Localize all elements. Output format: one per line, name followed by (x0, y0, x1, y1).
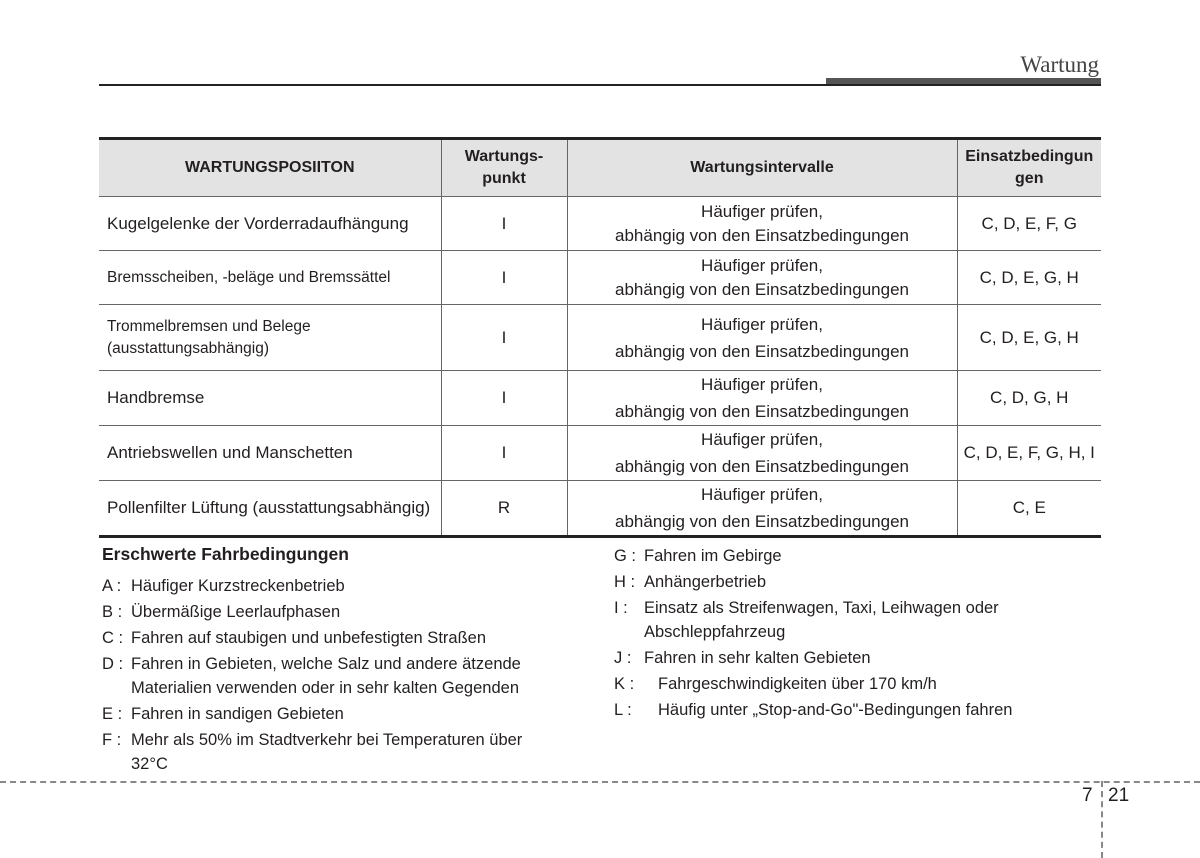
list-item (614, 570, 1084, 594)
table-row (99, 371, 1101, 426)
condition-key: K : (614, 675, 635, 693)
chapter-number: 7 (1082, 785, 1093, 806)
conditions-heading: Erschwerte Fahrbedingungen (102, 544, 349, 564)
cell-position: Kugelgelenke der Vorderradaufhängung (99, 197, 441, 251)
col-header-point: Wartungs- punkt (441, 139, 567, 197)
header-rule (99, 84, 1101, 86)
condition-key: I : (614, 599, 628, 617)
table-row (99, 251, 1101, 305)
condition-text: Fahren in Gebieten, welche Salz und andere ätzende Materialien verwenden oder in sehr kalten Gegenden (131, 655, 521, 697)
cell-interval: Häufiger prüfen, abhängig von den Einsatzbedingungen (567, 251, 957, 305)
condition-text: Fahren in sandigen Gebieten (131, 705, 344, 723)
condition-text: Fahren in sehr kalten Gebieten (644, 649, 871, 667)
list-item (102, 728, 572, 776)
footer-page-divider (1101, 781, 1103, 858)
cell-interval: Häufiger prüfen, abhängig von den Einsatzbedingungen (567, 197, 957, 251)
cell-conditions: C, E (957, 481, 1101, 537)
cell-point: I (441, 251, 567, 305)
list-item (614, 544, 1084, 568)
table-row (99, 426, 1101, 481)
condition-text: Fahren auf staubigen und unbefestigten Straßen (131, 629, 486, 647)
list-item (102, 600, 572, 624)
condition-text: Einsatz als Streifenwagen, Taxi, Leihwagen oder Abschleppfahrzeug (644, 599, 999, 641)
conditions-list-right (614, 544, 1084, 724)
cell-position: Handbremse (99, 371, 441, 426)
cell-point: I (441, 426, 567, 481)
cell-interval: Häufiger prüfen, abhängig von den Einsatzbedingungen (567, 426, 957, 481)
condition-key: H : (614, 573, 636, 591)
col-header-interval: Wartungsintervalle (567, 139, 957, 197)
cell-point: I (441, 371, 567, 426)
condition-text: Fahrgeschwindigkeiten über 170 km/h (658, 675, 937, 693)
condition-key: E : (102, 705, 123, 723)
maintenance-table (99, 137, 1101, 538)
list-item (102, 626, 572, 650)
condition-key: G : (614, 547, 637, 565)
condition-key: F : (102, 731, 122, 749)
condition-key: L : (614, 701, 632, 719)
cell-position: Trommelbremsen und Belege (ausstattungsabhängig) (99, 305, 441, 371)
col-header-position: WARTUNGSPOSIITON (99, 139, 441, 197)
cell-conditions: C, D, G, H (957, 371, 1101, 426)
table-header-row (99, 139, 1101, 197)
cell-point: I (441, 197, 567, 251)
condition-text: Mehr als 50% im Stadtverkehr bei Temperaturen über 32°C (131, 731, 523, 773)
condition-text: Häufig unter „Stop-and-Go"-Bedingungen fahren (658, 701, 1013, 719)
conditions-list-left (102, 574, 572, 778)
condition-key: C : (102, 629, 124, 647)
condition-text: Anhängerbetrieb (644, 573, 767, 591)
cell-position: Bremsscheiben, -beläge und Bremssättel (99, 251, 441, 305)
condition-key: D : (102, 655, 124, 673)
cell-point: R (441, 481, 567, 537)
condition-text: Häufiger Kurzstreckenbetrieb (131, 577, 345, 595)
condition-text: Fahren im Gebirge (644, 547, 782, 565)
list-item (614, 672, 1084, 696)
cell-position: Pollenfilter Lüftung (ausstattungsabhängig) (99, 481, 441, 537)
condition-key: J : (614, 649, 632, 667)
cell-position: Antriebswellen und Manschetten (99, 426, 441, 481)
cell-conditions: C, D, E, G, H (957, 305, 1101, 371)
cell-point: I (441, 305, 567, 371)
list-item (614, 646, 1084, 670)
list-item (102, 652, 572, 700)
cell-conditions: C, D, E, F, G (957, 197, 1101, 251)
list-item (614, 596, 1084, 644)
page-number: 21 (1108, 785, 1130, 806)
condition-key: A : (102, 577, 122, 595)
col-header-conditions: Einsatzbedingun gen (957, 139, 1101, 197)
list-item (102, 574, 572, 598)
table-row (99, 481, 1101, 537)
footer-dashed-rule (0, 781, 1200, 783)
list-item (102, 702, 572, 726)
list-item (614, 698, 1084, 722)
cell-conditions: C, D, E, G, H (957, 251, 1101, 305)
condition-text: Übermäßige Leerlaufphasen (131, 603, 341, 621)
cell-interval: Häufiger prüfen, abhängig von den Einsatzbedingungen (567, 371, 957, 426)
cell-conditions: C, D, E, F, G, H, I (957, 426, 1101, 481)
table-row (99, 305, 1101, 371)
condition-key: B : (102, 603, 123, 621)
cell-interval: Häufiger prüfen, abhängig von den Einsatzbedingungen (567, 305, 957, 371)
table-row (99, 197, 1101, 251)
section-title: Wartung (1020, 52, 1099, 77)
cell-interval: Häufiger prüfen, abhängig von den Einsatzbedingungen (567, 481, 957, 537)
